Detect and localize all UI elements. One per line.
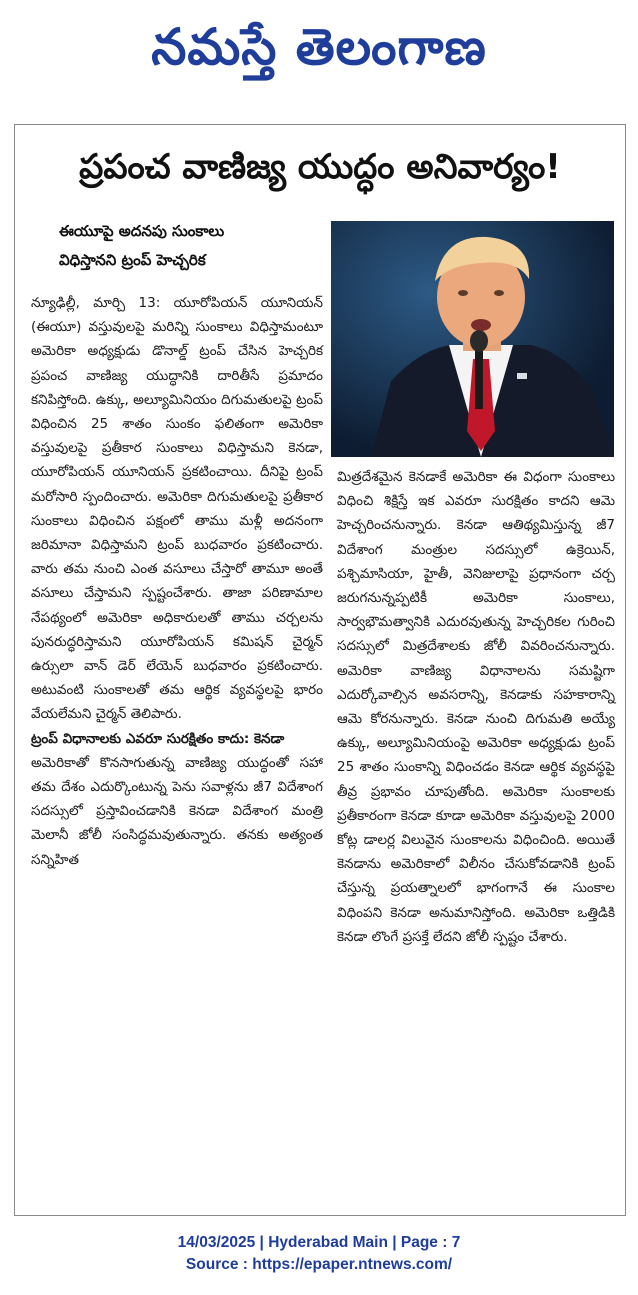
subheadline-line-2: విధిస్తానని ట్రంప్ హెచ్చరిక — [59, 251, 206, 269]
source-link[interactable]: Source : https://epaper.ntnews.com/ — [185, 1256, 453, 1273]
newspaper-masthead: నమస్తే తెలంగాణ — [151, 17, 487, 76]
article-subheadline — [59, 217, 331, 275]
article-clipping — [14, 124, 626, 1216]
article-column-left — [31, 291, 323, 872]
trump-photo-illustration — [331, 221, 614, 457]
page-footer — [0, 1232, 638, 1276]
article-subsection-heading: ట్రంప్ విధానాలకు ఎవరూ సురక్షితం కాదు: కెనడా — [31, 730, 285, 747]
article-column-right — [337, 465, 615, 949]
edition-info: 14/03/2025 | Hyderabad Main | Page : 7 — [177, 1234, 461, 1251]
subheadline-line-1: ఈయూపై అదనపు సుంకాలు — [59, 222, 225, 240]
article-paragraph: అమెరికాతో కొనసాగుతున్న వాణిజ్య యుద్ధంతో సహా తమ దేశం ఎదుర్కొంటున్న పెను సవాళ్లను జీ7 విదేశాంగ సదస్సులో ప్రస్తావించడానికి కెనడా విదేశాంగ మంత్రి మెలానీ జోలీ సంసిద్ధమవుతున్నారు. తనకు అత్యంత సన్నిహిత — [31, 754, 323, 868]
article-paragraph: మిత్రదేశమైన కెనడాకే అమెరికా ఈ విధంగా సుంకాలు విధించి శిక్షిస్తే ఇక ఎవరూ సురక్షితం కాదని ఆమె హెచ్చరించనున్నారు. కెనడా ఆతిథ్యమిస్తున్న జీ7 విదేశాంగ మంత్రుల సదస్సులో ఉక్రెయిన్, పశ్చిమాసియా, హైతీ, వెనిజులాపై ప్రధానంగా చర్చ జరుగనున్నప్పటికీ అమెరికా సుంకాలు, సార్వభౌమత్వానికి ఎదురవుతున్న హెచ్చరికల గురించి సదస్సులో మిత్రదేశాలకు జోలీ వివరించనున్నారు. అమెరికా వాణిజ్య విధానాలను సమష్టిగా ఎదుర్కోవాల్సిన అవసరాన్ని, కెనడాకు సహకారాన్ని ఆమె కోరనున్నారు. కెనడా నుంచి దిగుమతి అయ్యే ఉక్కు, అల్యూమినియంపై అమెరికా అధ్యక్షుడు ట్రంప్ 25 శాతం సుంకాన్ని విధించడం కెనడా ఆర్థిక వ్యవస్థపై తీవ్ర ప్రభావం చూపుతోంది. అమెరికా సుంకాలకు ప్రతీకారంగా కెనడా కూడా అమెరికా వస్తువులపై 2000 కోట్ల డాలర్ల విలువైన సుంకాలను విధించింది. అయితే కెనడాను అమెరికాలో విలీనం చేసుకోవడానికి ట్రంప్ చేస్తున్న ప్రయత్నాలలో భాగంగానే ఈ సుంకాల విధింపని కెనడా అనుమానిస్తోంది. అమెరికా ఒత్తిడికి కెనడా లొంగే ప్రసక్తే లేదని జోలీ స్పష్టం చేశారు. — [337, 469, 615, 945]
trump-photo — [331, 221, 614, 457]
article-paragraph: న్యూఢిల్లీ, మార్చి 13: యూరోపియన్ యూనియన్ (ఈయూ) వస్తువులపై మరిన్ని సుంకాలు విధిస్తామంటూ అమెరికా అధ్యక్షుడు డొనాల్డ్ ట్రంప్ చేసిన హెచ్చరిక ప్రపంచ వాణిజ్య యుద్ధానికి దారితీసే ప్రమాదం కనిపిస్తోంది. ఉక్కు, అల్యూమినియం దిగుమతులపై ట్రంప్ విధించిన 25 శాతం సుంకం ఫలితంగా అమెరికా వస్తువులపై ప్రతీకార సుంకాలు విధిస్తామని కెనడా, యూరోపియన్ యూనియన్ ప్రకటించాయి. దీనిపై ట్రంప్ మరోసారి స్పందించారు. అమెరికా దిగుమతులపై ప్రతీకార సుంకాలు విధించిన పక్షంలో తాము మళ్లీ అదనంగా జరిమానా విధిస్తామని ట్రంప్ బుధవారం ప్రకటించారు. వారు తమ నుంచి ఎంత వసూలు చేస్తారో తామూ అంతే వసూలు చేస్తామని స్పష్టంచేశారు. తాజా పరిణామాల నేపథ్యంలో అమెరికా అధికారులతో తాము చర్చలను పునరుద్ధరిస్తామని యూరోపియన్ కమిషన్ చైర్మన్ ఉర్సులా వాన్ డెర్ లేయెన్ బుధవారం ప్రకటించారు. అటువంటి సుంకాలతో తమ ఆర్థిక వ్యవస్థలపై భారం వేయలేమని చైర్మన్ తెలిపారు. — [31, 295, 323, 723]
article-headline: ప్రపంచ వాణిజ్య యుద్ధం అనివార్యం! — [79, 147, 561, 187]
